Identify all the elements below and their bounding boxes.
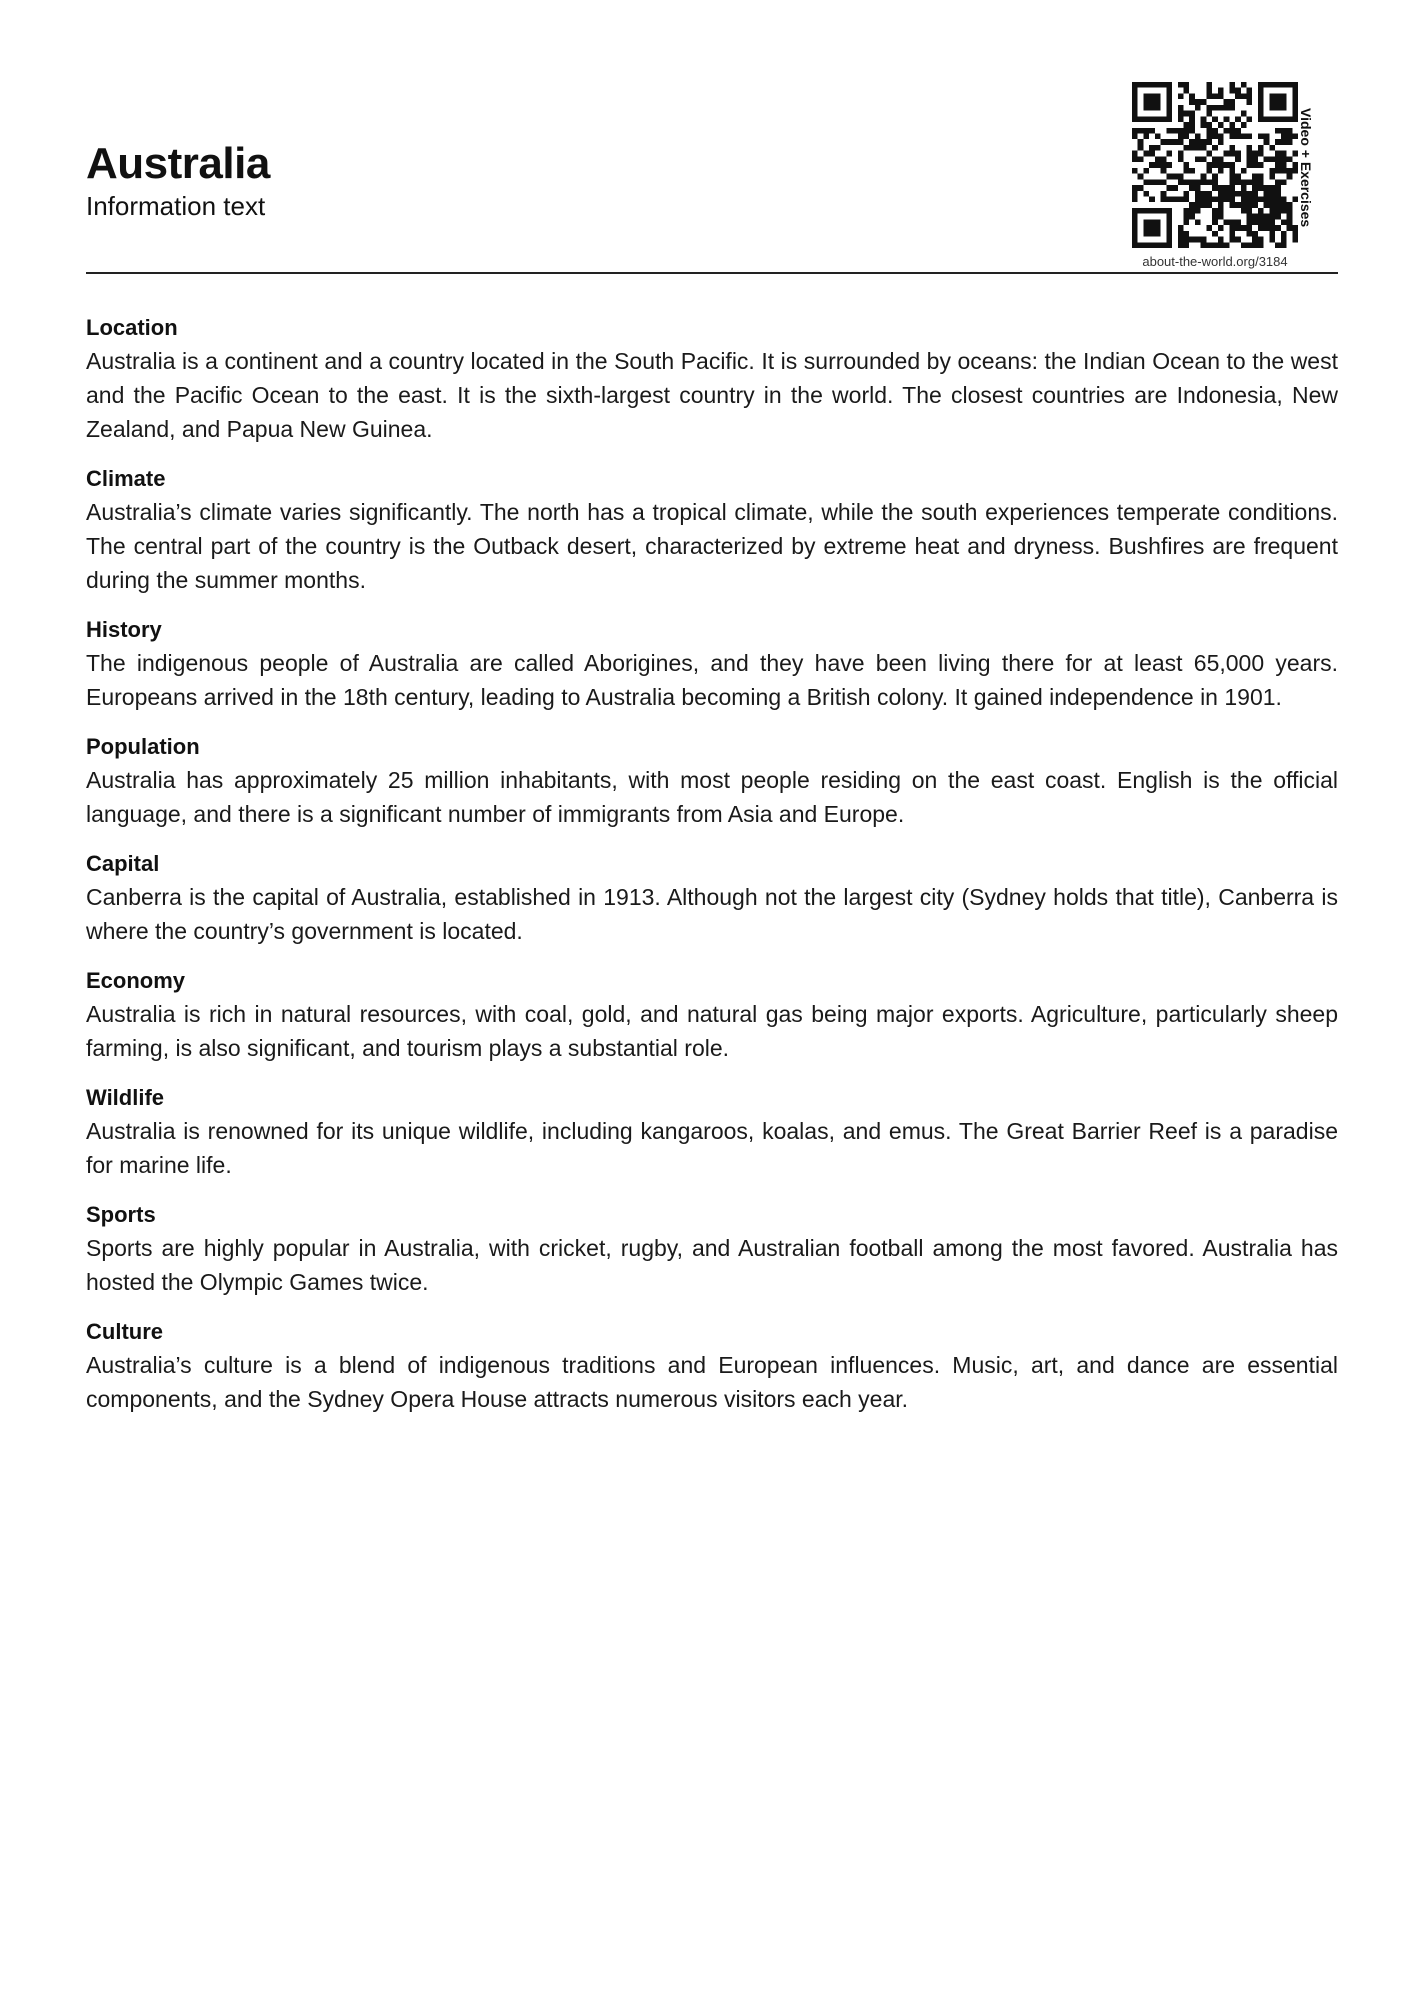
section-wildlife bbox=[86, 1082, 1338, 1182]
section-culture bbox=[86, 1316, 1338, 1416]
section-population bbox=[86, 731, 1338, 831]
qr-block[interactable] bbox=[1124, 82, 1324, 272]
section-heading: Sports bbox=[86, 1202, 156, 1227]
section-body: Sports are highly popular in Australia, with cricket, rugby, and Australian football among the most favored. Australia has hosted the Olympic Games twice. bbox=[86, 1235, 1338, 1295]
page-subtitle: Information text bbox=[86, 191, 266, 221]
section-economy bbox=[86, 965, 1338, 1065]
section-heading: Capital bbox=[86, 851, 160, 876]
qr-code-icon[interactable] bbox=[1132, 82, 1298, 248]
section-sports bbox=[86, 1199, 1338, 1299]
section-history bbox=[86, 614, 1338, 714]
section-body: Canberra is the capital of Australia, established in 1913. Although not the largest city (Sydney holds that title), Canberra is where the country’s government is located. bbox=[86, 884, 1338, 944]
qr-side-label: Video + Exercises bbox=[1298, 108, 1314, 228]
section-body: Australia’s climate varies significantly. The north has a tropical climate, while the south experiences temperate conditions. The central part of the country is the Outback desert, characterized by extreme heat and dryness. Bushfires are frequent during the summer months. bbox=[86, 499, 1338, 593]
document-header bbox=[86, 0, 1338, 275]
section-body: Australia’s culture is a blend of indigenous traditions and European influences. Music, art, and dance are essential components, and the Sydney Opera House attracts numerous visitors each year. bbox=[86, 1352, 1338, 1412]
section-heading: Economy bbox=[86, 968, 186, 993]
header-divider bbox=[86, 272, 1338, 274]
section-heading: History bbox=[86, 617, 162, 642]
section-location bbox=[86, 312, 1338, 446]
section-body: Australia is a continent and a country located in the South Pacific. It is surrounded by oceans: the Indian Ocean to the west and the Pacific Ocean to the east. It is the sixth-largest country in the world. The closest countries are Indonesia, New Zealand, and Papua New Guinea. bbox=[86, 348, 1338, 442]
section-heading: Population bbox=[86, 734, 200, 759]
section-heading: Location bbox=[86, 315, 178, 340]
section-body: Australia is renowned for its unique wildlife, including kangaroos, koalas, and emus. The Great Barrier Reef is a paradise for marine life. bbox=[86, 1118, 1338, 1178]
section-body: Australia has approximately 25 million inhabitants, with most people residing on the east coast. English is the official language, and there is a significant number of immigrants from Asia and Europe. bbox=[86, 767, 1338, 827]
page-title: Australia bbox=[86, 139, 270, 188]
section-heading: Culture bbox=[86, 1319, 163, 1344]
section-body: Australia is rich in natural resources, with coal, gold, and natural gas being major exports. Agriculture, particularly sheep farming, is also significant, and tourism plays a substantial role. bbox=[86, 1001, 1338, 1061]
section-capital bbox=[86, 848, 1338, 948]
information-text bbox=[86, 312, 1338, 1433]
section-heading: Climate bbox=[86, 466, 166, 491]
section-body: The indigenous people of Australia are called Aborigines, and they have been living there for at least 65,000 years. Europeans arrived in the 18th century, leading to Australia becoming a British colony. It gained independence in 1901. bbox=[86, 650, 1338, 710]
qr-url-link[interactable]: about-the-world.org/3184 bbox=[1142, 254, 1288, 269]
section-heading: Wildlife bbox=[86, 1085, 165, 1110]
section-climate bbox=[86, 463, 1338, 597]
